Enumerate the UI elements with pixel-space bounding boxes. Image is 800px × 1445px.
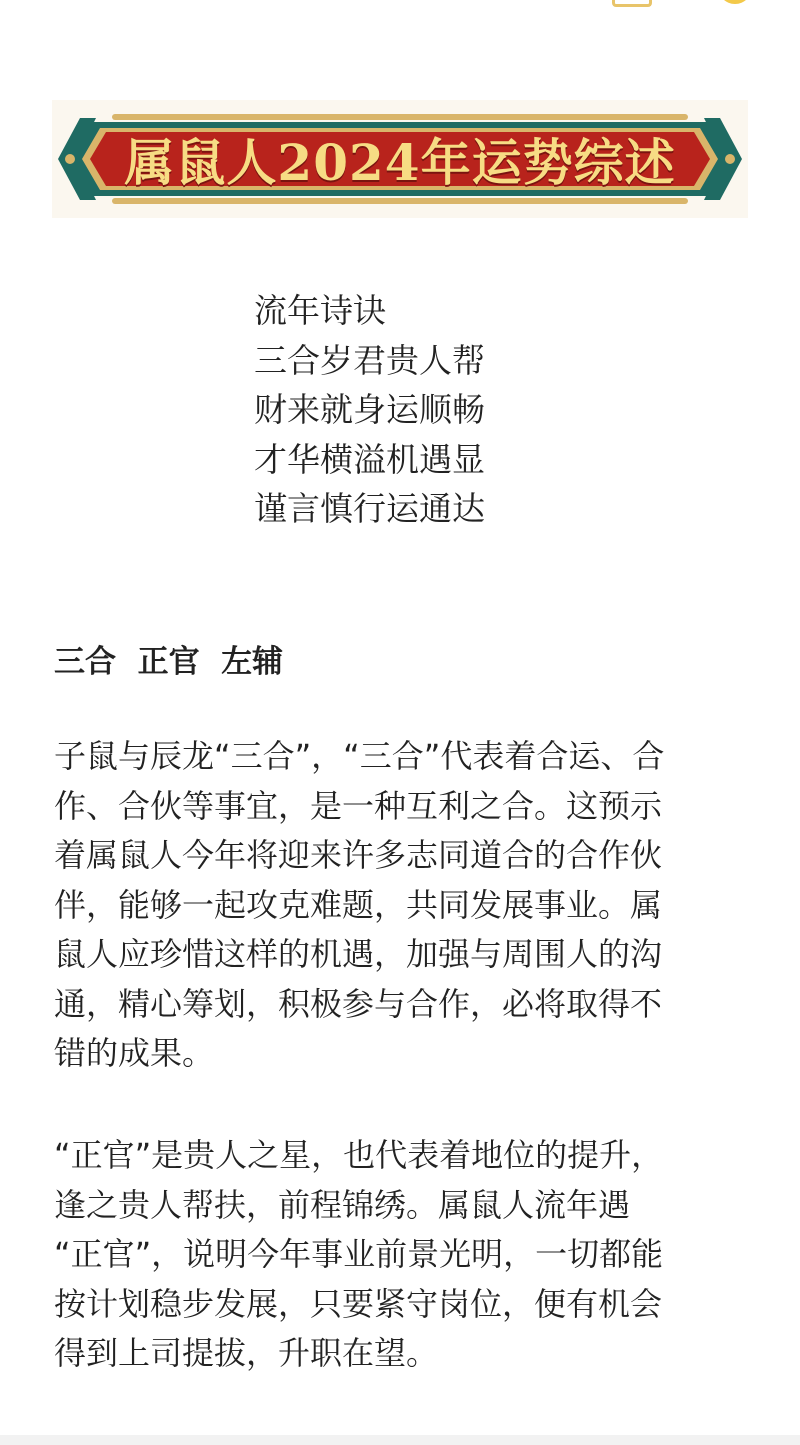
paragraph-line: 作、合伙等事宜，是一种互利之合。这预示 <box>54 786 663 825</box>
paragraph-line: 按计划稳步发展，只要紧守岗位，便有机会 <box>54 1284 663 1323</box>
paragraph-line: 子鼠与辰龙“三合”，“三合”代表着合运、合 <box>54 737 665 775</box>
paragraph-line: “正官”，说明今年事业前景光明，一切都能 <box>54 1235 664 1273</box>
paragraph-line: 鼠人应珍惜这样的机遇，加强与周围人的沟 <box>54 935 663 973</box>
paragraph <box>54 732 754 1079</box>
banner-title: 属鼠人2024年运势综述 <box>124 133 676 192</box>
paragraph-line: 得到上司提拔，升职在望。 <box>54 1334 439 1372</box>
paragraph-line: 通，精心筹划，积极参与合作，必将取得不 <box>54 984 663 1023</box>
paragraph-line: 逢之贵人帮扶，前程锦绣。属鼠人流年遇 <box>54 1185 631 1224</box>
poem-title: 流年诗诀 <box>254 291 386 330</box>
poem-line: 才华横溢机遇显 <box>254 439 485 479</box>
paragraph-line: 错的成果。 <box>54 1034 215 1072</box>
paragraph-line: 伴，能够一起攻克难题，共同发展事业。属 <box>54 885 663 924</box>
bookmark-icon[interactable] <box>612 0 652 7</box>
status-bar-remnant <box>0 0 800 14</box>
poem-line: 谨言慎行运通达 <box>254 489 485 528</box>
paragraph <box>54 1131 754 1379</box>
avatar-icon[interactable] <box>718 0 752 4</box>
paragraph-line: 着属鼠人今年将迎来许多志同道合的合作伙 <box>54 836 663 874</box>
title-banner <box>52 100 748 218</box>
poem-line: 三合岁君贵人帮 <box>254 340 485 380</box>
poem-line: 财来就身运顺畅 <box>254 390 485 429</box>
bottom-divider <box>0 1435 800 1445</box>
poem-block <box>254 286 485 534</box>
section-heading: 三合 正官 左辅 <box>54 644 284 680</box>
paragraph-line: “正官”是贵人之星，也代表着地位的提升， <box>54 1136 664 1174</box>
